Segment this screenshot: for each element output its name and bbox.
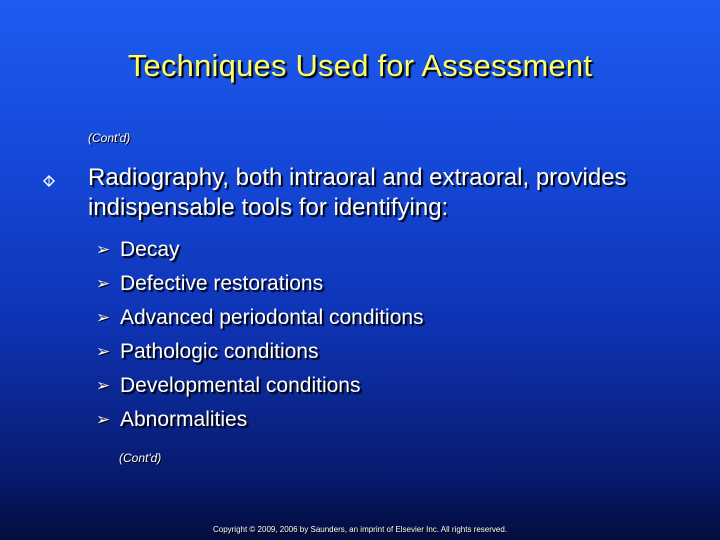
continued-label-top: (Cont'd) — [88, 131, 131, 145]
arrow-head-icon: ➢ — [96, 308, 111, 327]
sub-bullet-label: Decay — [120, 238, 180, 261]
slide-title: Techniques Used for Assessment — [127, 48, 593, 83]
main-bullet-icon — [42, 174, 56, 193]
sub-bullet-item — [96, 267, 424, 301]
sub-bullet-item — [96, 403, 424, 437]
sub-bullet-list — [96, 233, 424, 437]
sub-bullet-label: Abnormalities — [120, 408, 248, 431]
sub-bullet-label: Pathologic conditions — [120, 340, 319, 363]
sub-bullet-label: Advanced periodontal conditions — [120, 306, 424, 329]
arrow-head-icon: ➢ — [96, 376, 111, 395]
sub-bullet-item — [96, 335, 424, 369]
arrow-head-icon: ➢ — [96, 240, 111, 259]
arrow-head-icon: ➢ — [96, 342, 111, 361]
arrow-head-icon: ➢ — [96, 274, 111, 293]
arrow-head-icon: ➢ — [96, 410, 111, 429]
sub-bullet-item — [96, 301, 424, 335]
sub-bullet-item — [96, 233, 424, 267]
sub-bullet-item — [96, 369, 424, 403]
continued-label-bottom: (Cont'd) — [119, 451, 162, 465]
sub-bullet-label: Developmental conditions — [120, 374, 361, 397]
sub-bullet-label: Defective restorations — [120, 272, 324, 295]
main-bullet-text: Radiography, both intraoral and extraoral, provides indispensable tools for identifying: — [88, 164, 627, 221]
copyright-notice: Copyright © 2009, 2006 by Saunders, an imprint of Elsevier Inc. All rights reserved. — [212, 525, 508, 534]
